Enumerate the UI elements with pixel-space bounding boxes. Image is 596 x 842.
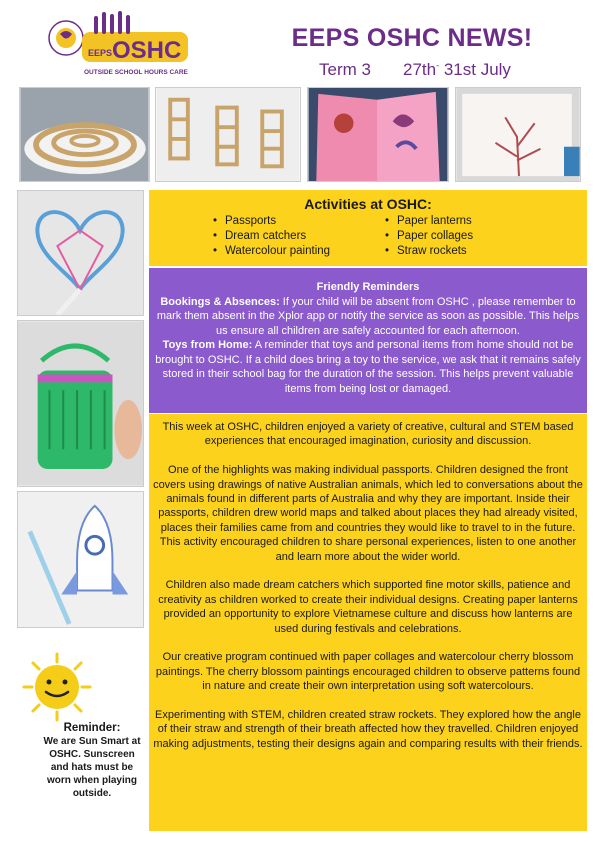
main-newsletter-text: [149, 414, 587, 831]
activity-item: • Dream catchers: [213, 229, 330, 244]
activity-item: • Straw rockets: [385, 244, 473, 259]
logo-sub: EEPS: [88, 48, 113, 58]
oshc-logo: [46, 10, 196, 82]
paragraph: This week at OSHC, children enjoyed a variety of creative, cultural and STEM based experiences that encouraged imagination, curiosity and discussion.: [162, 421, 574, 448]
activities-list-left: [213, 214, 330, 259]
term-dates: [270, 60, 560, 80]
activities-title: Activities at OSHC:: [304, 196, 432, 212]
paragraph: Children also made dream catchers which supported fine motor skills, patience and creativity as children worked to create their individual designs. Creating paper lanterns provided an opportunity to explore Vietnamese culture and discuss how lanterns are used during festivals and celebrations.: [158, 579, 578, 635]
sun-reminder-title: Reminder:: [63, 722, 121, 734]
reminders-title: Friendly Reminders: [316, 281, 420, 293]
photo-paper-lantern: [17, 320, 144, 487]
photo-dream-catcher: [17, 190, 144, 316]
activity-item: • Paper collages: [385, 229, 473, 244]
activity-item: • Watercolour painting: [213, 244, 330, 259]
paragraph: Our creative program continued with paper collages and watercolour cherry blossom paintings. The cherry blossom paintings encouraged children to observe patterns found in nature and create their own interpretation using soft watercolours.: [155, 651, 581, 693]
photo-straw-rocket: [17, 491, 144, 628]
activities-list-right: [385, 214, 473, 259]
logo-brand: OSHC: [112, 37, 182, 64]
toys-reminder: Toys from Home: A reminder that toys and personal items from home should not be brought to OSHC. If a child does bring a toy to the service, we ask that it remains safely stored in their school bag for the duration of the session. This helps prevent valuable items from being lost or damaged.: [155, 339, 581, 395]
activity-item: • Passports: [213, 214, 330, 229]
activity-item: • Paper lanterns: [385, 214, 473, 229]
sun-reminder-text: We are Sun Smart at OSHC. Sunscreen and hats must be worn when playing outside.: [43, 736, 141, 799]
sun-icon: [18, 652, 96, 722]
bookings-reminder: Bookings & Absences: If your child will be absent from OSHC , please remember to mark them absent in the Xplor app or notify the service as soon as possible. This helps us ensure all children are safely accounted for each afternoon.: [156, 295, 580, 337]
photo-block-towers: [155, 87, 301, 182]
friendly-reminders-panel: [149, 268, 587, 413]
logo-tagline: OUTSIDE SCHOOL HOURS CARE: [84, 69, 188, 76]
paragraph: Experimenting with STEM, children created straw rockets. They explored how the angle of their straw and strength of their breath affected how they travelled. Children enjoyed making adjustments, testing their designs again and comparing results with their friends.: [153, 709, 583, 750]
photo-watercolour: [455, 87, 581, 182]
page-title: EEPS OSHC NEWS!: [291, 24, 533, 52]
paragraph: One of the highlights was making individual passports. Children designed the front covers using drawings of native Australian animals, which led to conversations about the animals found in different parts of Australia and why they are important. Inside their passports, children drew world maps and talked about places they had already visited, places their families came from and countries they would like to travel to in the future. This activity encouraged children to share personal experiences, listen to one another and learn more about the wider world.: [153, 464, 583, 563]
photo-passport: [307, 87, 449, 182]
sun-smart-reminder: [40, 722, 144, 800]
date-range: 27th- 31st July: [403, 60, 511, 79]
photo-domino-circle: [19, 87, 150, 182]
activities-panel: [149, 190, 587, 266]
term-label: Term 3: [319, 60, 372, 79]
